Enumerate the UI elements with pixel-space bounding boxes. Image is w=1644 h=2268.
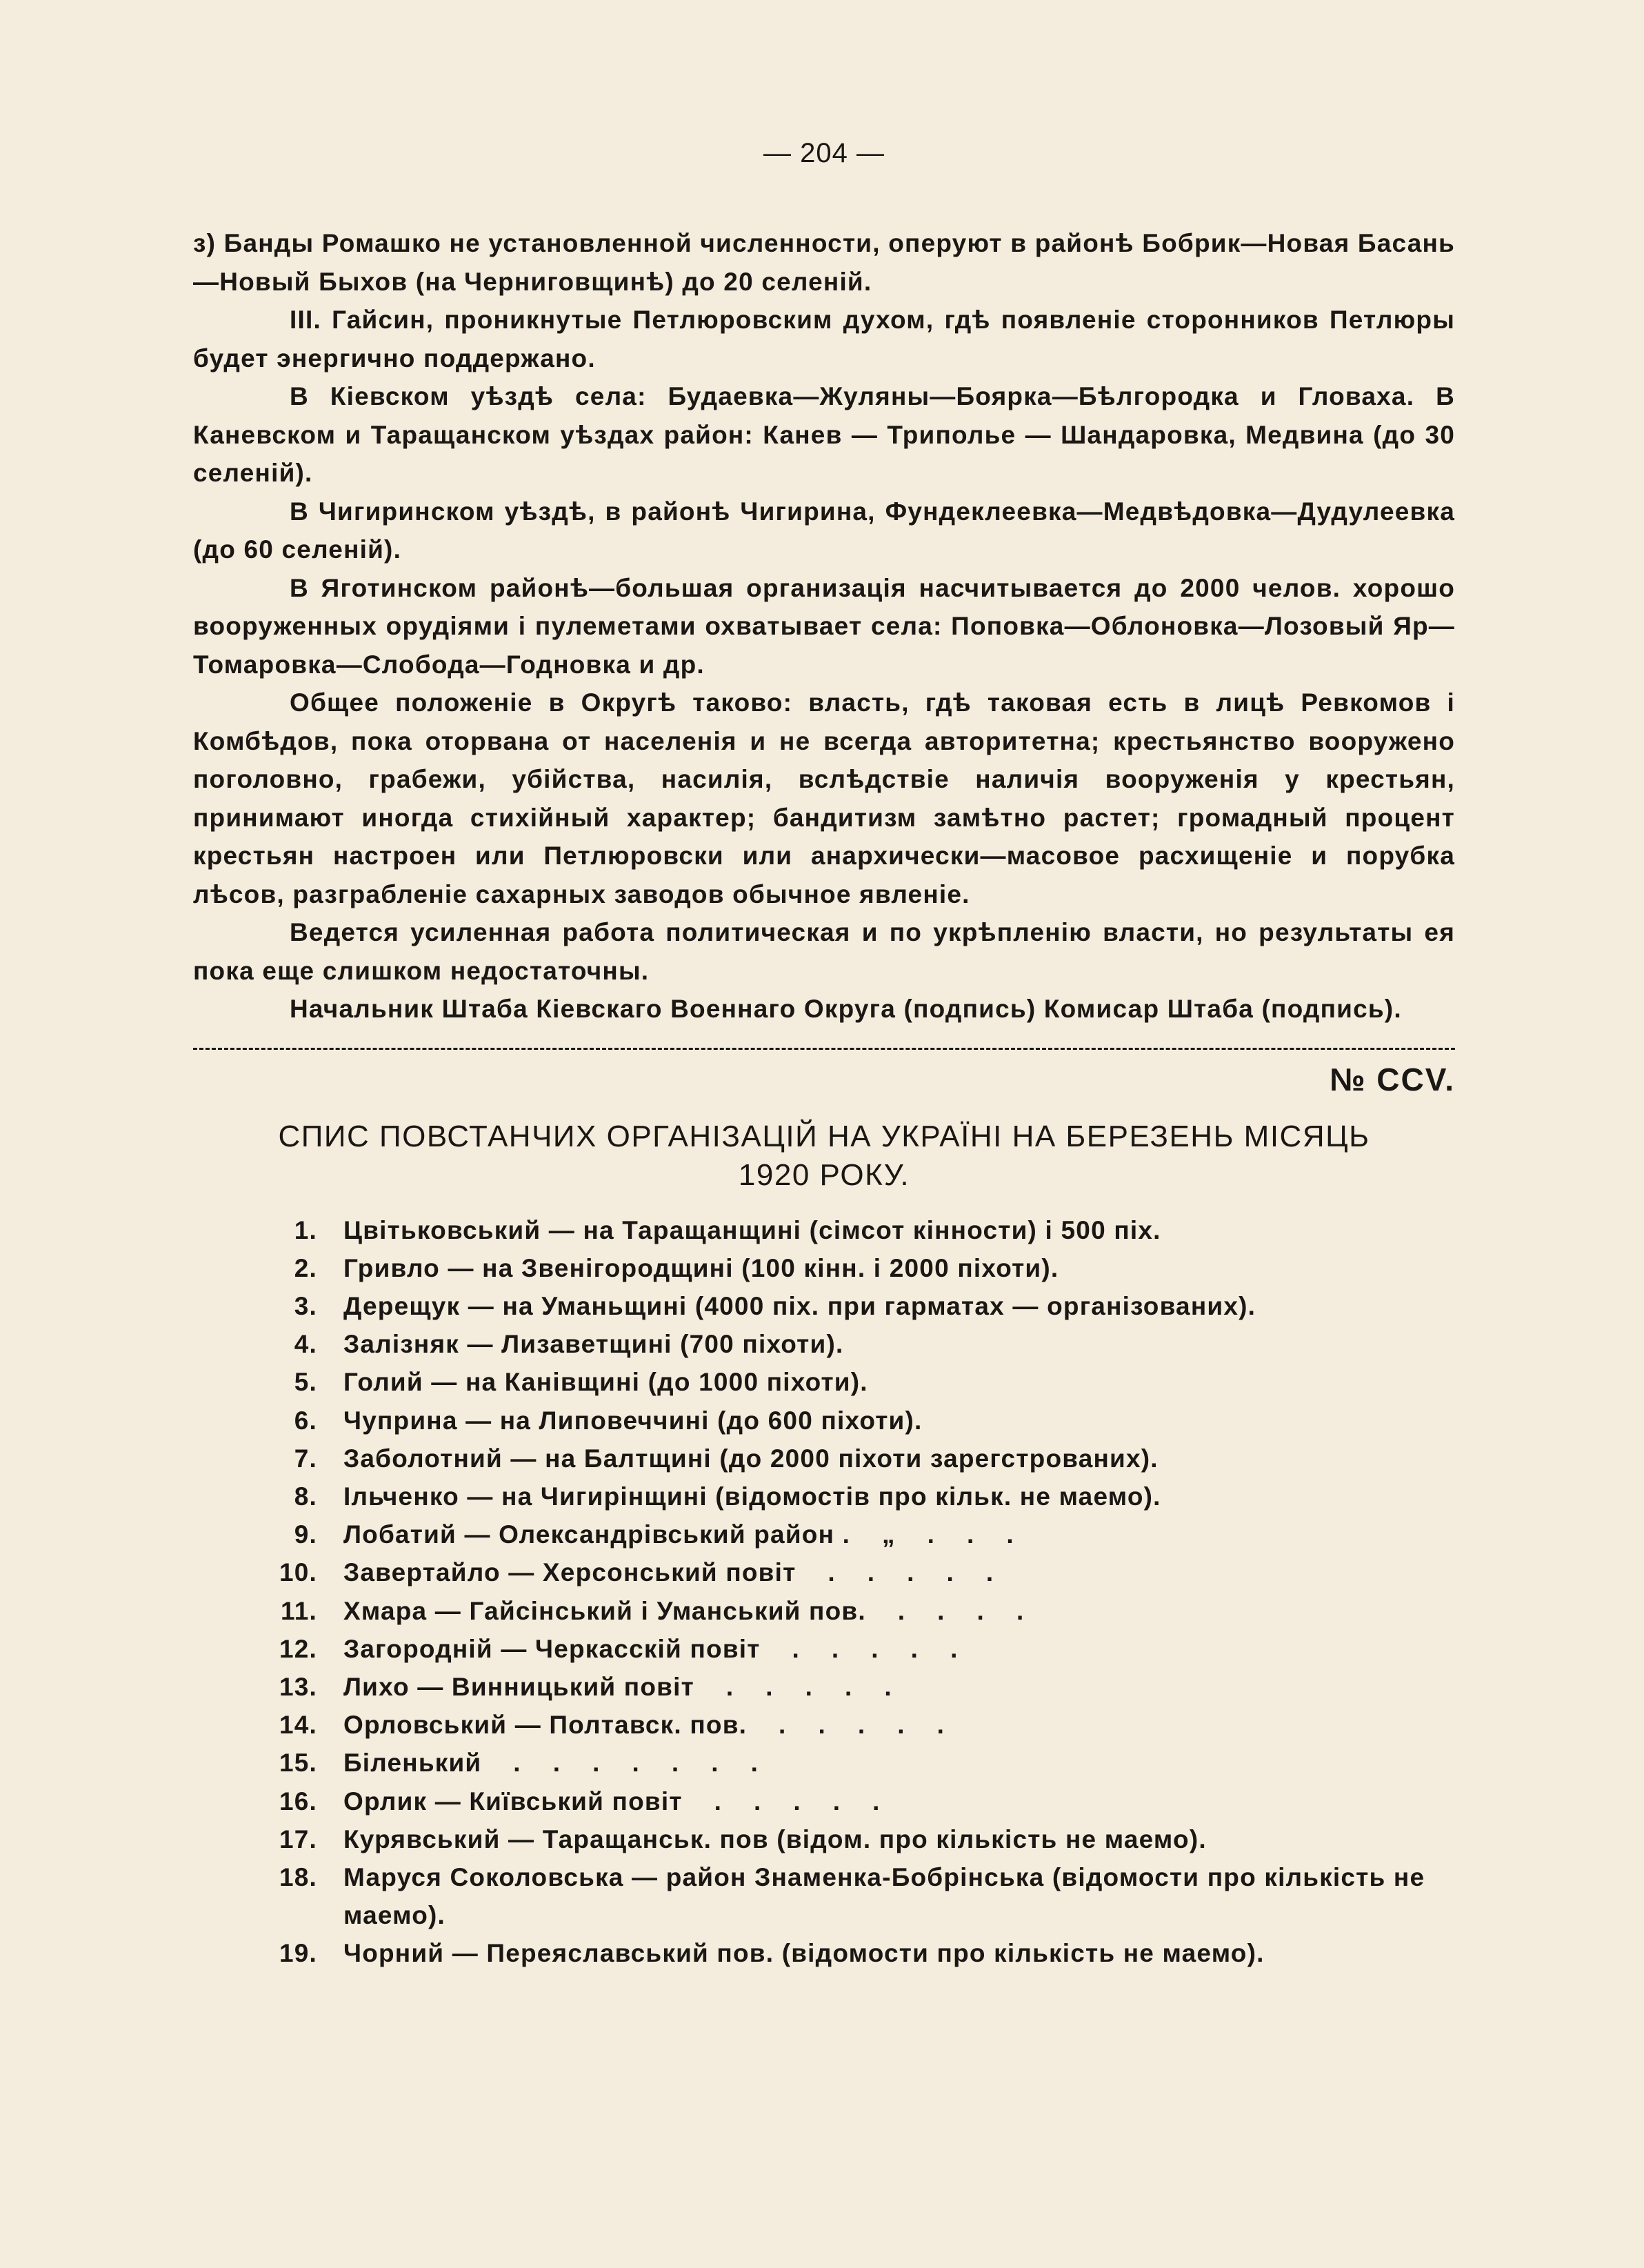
list-item — [193, 1706, 1455, 1744]
list-item — [193, 1478, 1455, 1515]
signature-line: Начальник Штаба Кіевскаго Военнаго Округа (подпись) Комисар Штаба (подпись). — [290, 995, 1402, 1023]
list-item — [193, 1211, 1455, 1249]
document-title-line: СПИС ПОВСТАНЧИХ ОРГАНІЗАЦІЙ НА УКРАЇНІ НА БЕРЕЗЕНЬ МІСЯЦЬ — [278, 1119, 1370, 1153]
list-item-number: 16. — [279, 1787, 317, 1816]
list-item — [193, 1553, 1455, 1591]
list-item-number: 14. — [279, 1711, 317, 1740]
list-item-text: Гривло — на Звенігородщині (100 кінн. і 2000 піхоти). — [343, 1253, 1059, 1282]
list-item-text: Ільченко — на Чигирінщині (відомостів про кільк. не маемо). — [343, 1482, 1161, 1511]
list-item-number: 5. — [294, 1368, 317, 1397]
document-title — [193, 1117, 1455, 1195]
list-item-number: 15. — [279, 1749, 317, 1778]
list-item-text: Лихо — Винницький повіт . . . . . — [343, 1672, 892, 1701]
list-item-number: 2. — [294, 1253, 317, 1282]
document-page — [193, 138, 1455, 1973]
list-item-number: 12. — [279, 1634, 317, 1663]
list-item — [193, 1363, 1455, 1401]
list-item-text: Дерещук — на Уманьщині (4000 піх. при гарматах — організованих). — [343, 1291, 1256, 1320]
list-item-text: Чорний — Переяславський пов. (відомости про кількість не маемо). — [343, 1939, 1265, 1968]
document-number: № CCV. — [1330, 1061, 1455, 1097]
page-number: — 204 — — [763, 138, 885, 168]
list-item — [193, 1249, 1455, 1287]
list-item-text: Хмара — Гайсінський і Уманський пов. . . . . — [343, 1596, 1025, 1625]
list-item — [193, 1440, 1455, 1478]
list-item — [193, 1820, 1455, 1858]
list-item-text: Загородній — Черкасскій повіт . . . . . — [343, 1634, 959, 1663]
list-item-text: Орлик — Київський повіт . . . . . — [343, 1787, 881, 1816]
list-item-number: 19. — [279, 1939, 317, 1968]
list-item-number: 10. — [279, 1558, 317, 1587]
list-item — [193, 1744, 1455, 1782]
list-item-text: Завертайло — Херсонський повіт . . . . . — [343, 1558, 994, 1587]
list-item — [193, 1858, 1455, 1934]
list-item-number: 4. — [294, 1330, 317, 1359]
list-item — [193, 1402, 1455, 1440]
list-item-number: 7. — [294, 1444, 317, 1473]
list-item-number: 9. — [294, 1520, 317, 1549]
list-item — [193, 1934, 1455, 1972]
list-item — [193, 1592, 1455, 1630]
list-item-text: Чуприна — на Липовеччині (до 600 піхоти). — [343, 1406, 923, 1435]
list-item-number: 18. — [279, 1862, 317, 1891]
paragraph: III. Гайсин, проникнутые Петлюровским духом, гдѣ появленіе сторонников Петлюры будет энергично поддержано. — [193, 306, 1455, 372]
document-title-line: 1920 РОКУ. — [738, 1157, 910, 1192]
list-item — [193, 1287, 1455, 1325]
paragraph: Ведется усиленная работа политическая и по укрѣпленію власти, но результаты ея пока еще слишком недостаточны. — [193, 918, 1455, 985]
list-item-text: Маруся Соколовська — район Знаменка-Бобрінська (відомости про кількість не маемо). — [343, 1862, 1433, 1930]
paragraph: з) Банды Ромашко не установленной численности, оперуют в районѣ Бобрик—Новая Басань—Новый Быхов (на Черниговщинѣ) до 20 селеній. — [193, 229, 1455, 296]
list-item-text: Орловський — Полтавск. пов. . . . . . — [343, 1711, 945, 1740]
organizations-list — [193, 1211, 1455, 1973]
list-item-number: 6. — [294, 1406, 317, 1435]
list-item-number: 17. — [279, 1824, 317, 1853]
section-divider — [193, 1048, 1455, 1050]
list-item-text: Заболотний — на Балтщині (до 2000 піхоти зарегстрованих). — [343, 1444, 1159, 1473]
list-item-number: 13. — [279, 1672, 317, 1701]
paragraph: В Кіевском уѣздѣ села: Будаевка—Жуляны—Боярка—Бѣлгородка и Гловаха. В Каневском и Таращанском уѣздах район: Канев — Триполье — Шандаровка, Медвина (до 30 селеній). — [193, 382, 1455, 487]
paragraph: Общее положеніе в Округѣ таково: власть, гдѣ таковая есть в лицѣ Ревкомов і Комбѣдов, пока оторвана от населенія и не всегда авторитетна; крестьянство вооружено поголовно, грабежи, убійства, насилія, вслѣдствіе наличія вооруженія у крестьян, принимают иногда стихійный характер; бандитизм замѣтно растет; громадный процент крестьян настроен или Петлюровски или анархически—масовое расхищеніе и порубка лѣсов, разграбленіе сахарных заводов обычное явленіе. — [193, 688, 1455, 908]
list-item-text: Біленький . . . . . . . — [343, 1749, 759, 1778]
list-item-number: 11. — [281, 1596, 317, 1625]
list-item — [193, 1630, 1455, 1668]
paragraph: В Чигиринском уѣздѣ, в районѣ Чигирина, Фундеклеевка—Медвѣдовка—Дудулеевка (до 60 селеній). — [193, 497, 1455, 564]
document-body — [193, 224, 1455, 1028]
list-item-text: Залізняк — Лизаветщині (700 піхоти). — [343, 1330, 844, 1359]
list-item — [193, 1782, 1455, 1820]
list-item — [193, 1515, 1455, 1553]
list-item-text: Цвітьковський — на Таращанщині (сімсот кінности) і 500 піх. — [343, 1215, 1161, 1244]
list-item-text: Лобатий — Олександрівський район . „ . . . — [343, 1520, 1014, 1549]
list-item — [193, 1668, 1455, 1706]
list-item-text: Курявський — Таращанськ. пов (відом. про кількість не маемо). — [343, 1824, 1207, 1853]
list-item-number: 3. — [294, 1291, 317, 1320]
list-item-text: Голий — на Канівщині (до 1000 піхоти). — [343, 1368, 868, 1397]
list-item — [193, 1325, 1455, 1363]
list-item-number: 8. — [294, 1482, 317, 1511]
paragraph: В Яготинском районѣ—большая организація насчитывается до 2000 челов. хорошо вооруженных орудіями і пулеметами охватывает села: Поповка—Облоновка—Лозовый Яр—Томаровка—Слобода—Годновка и др. — [193, 573, 1455, 679]
list-item-number: 1. — [294, 1215, 317, 1244]
